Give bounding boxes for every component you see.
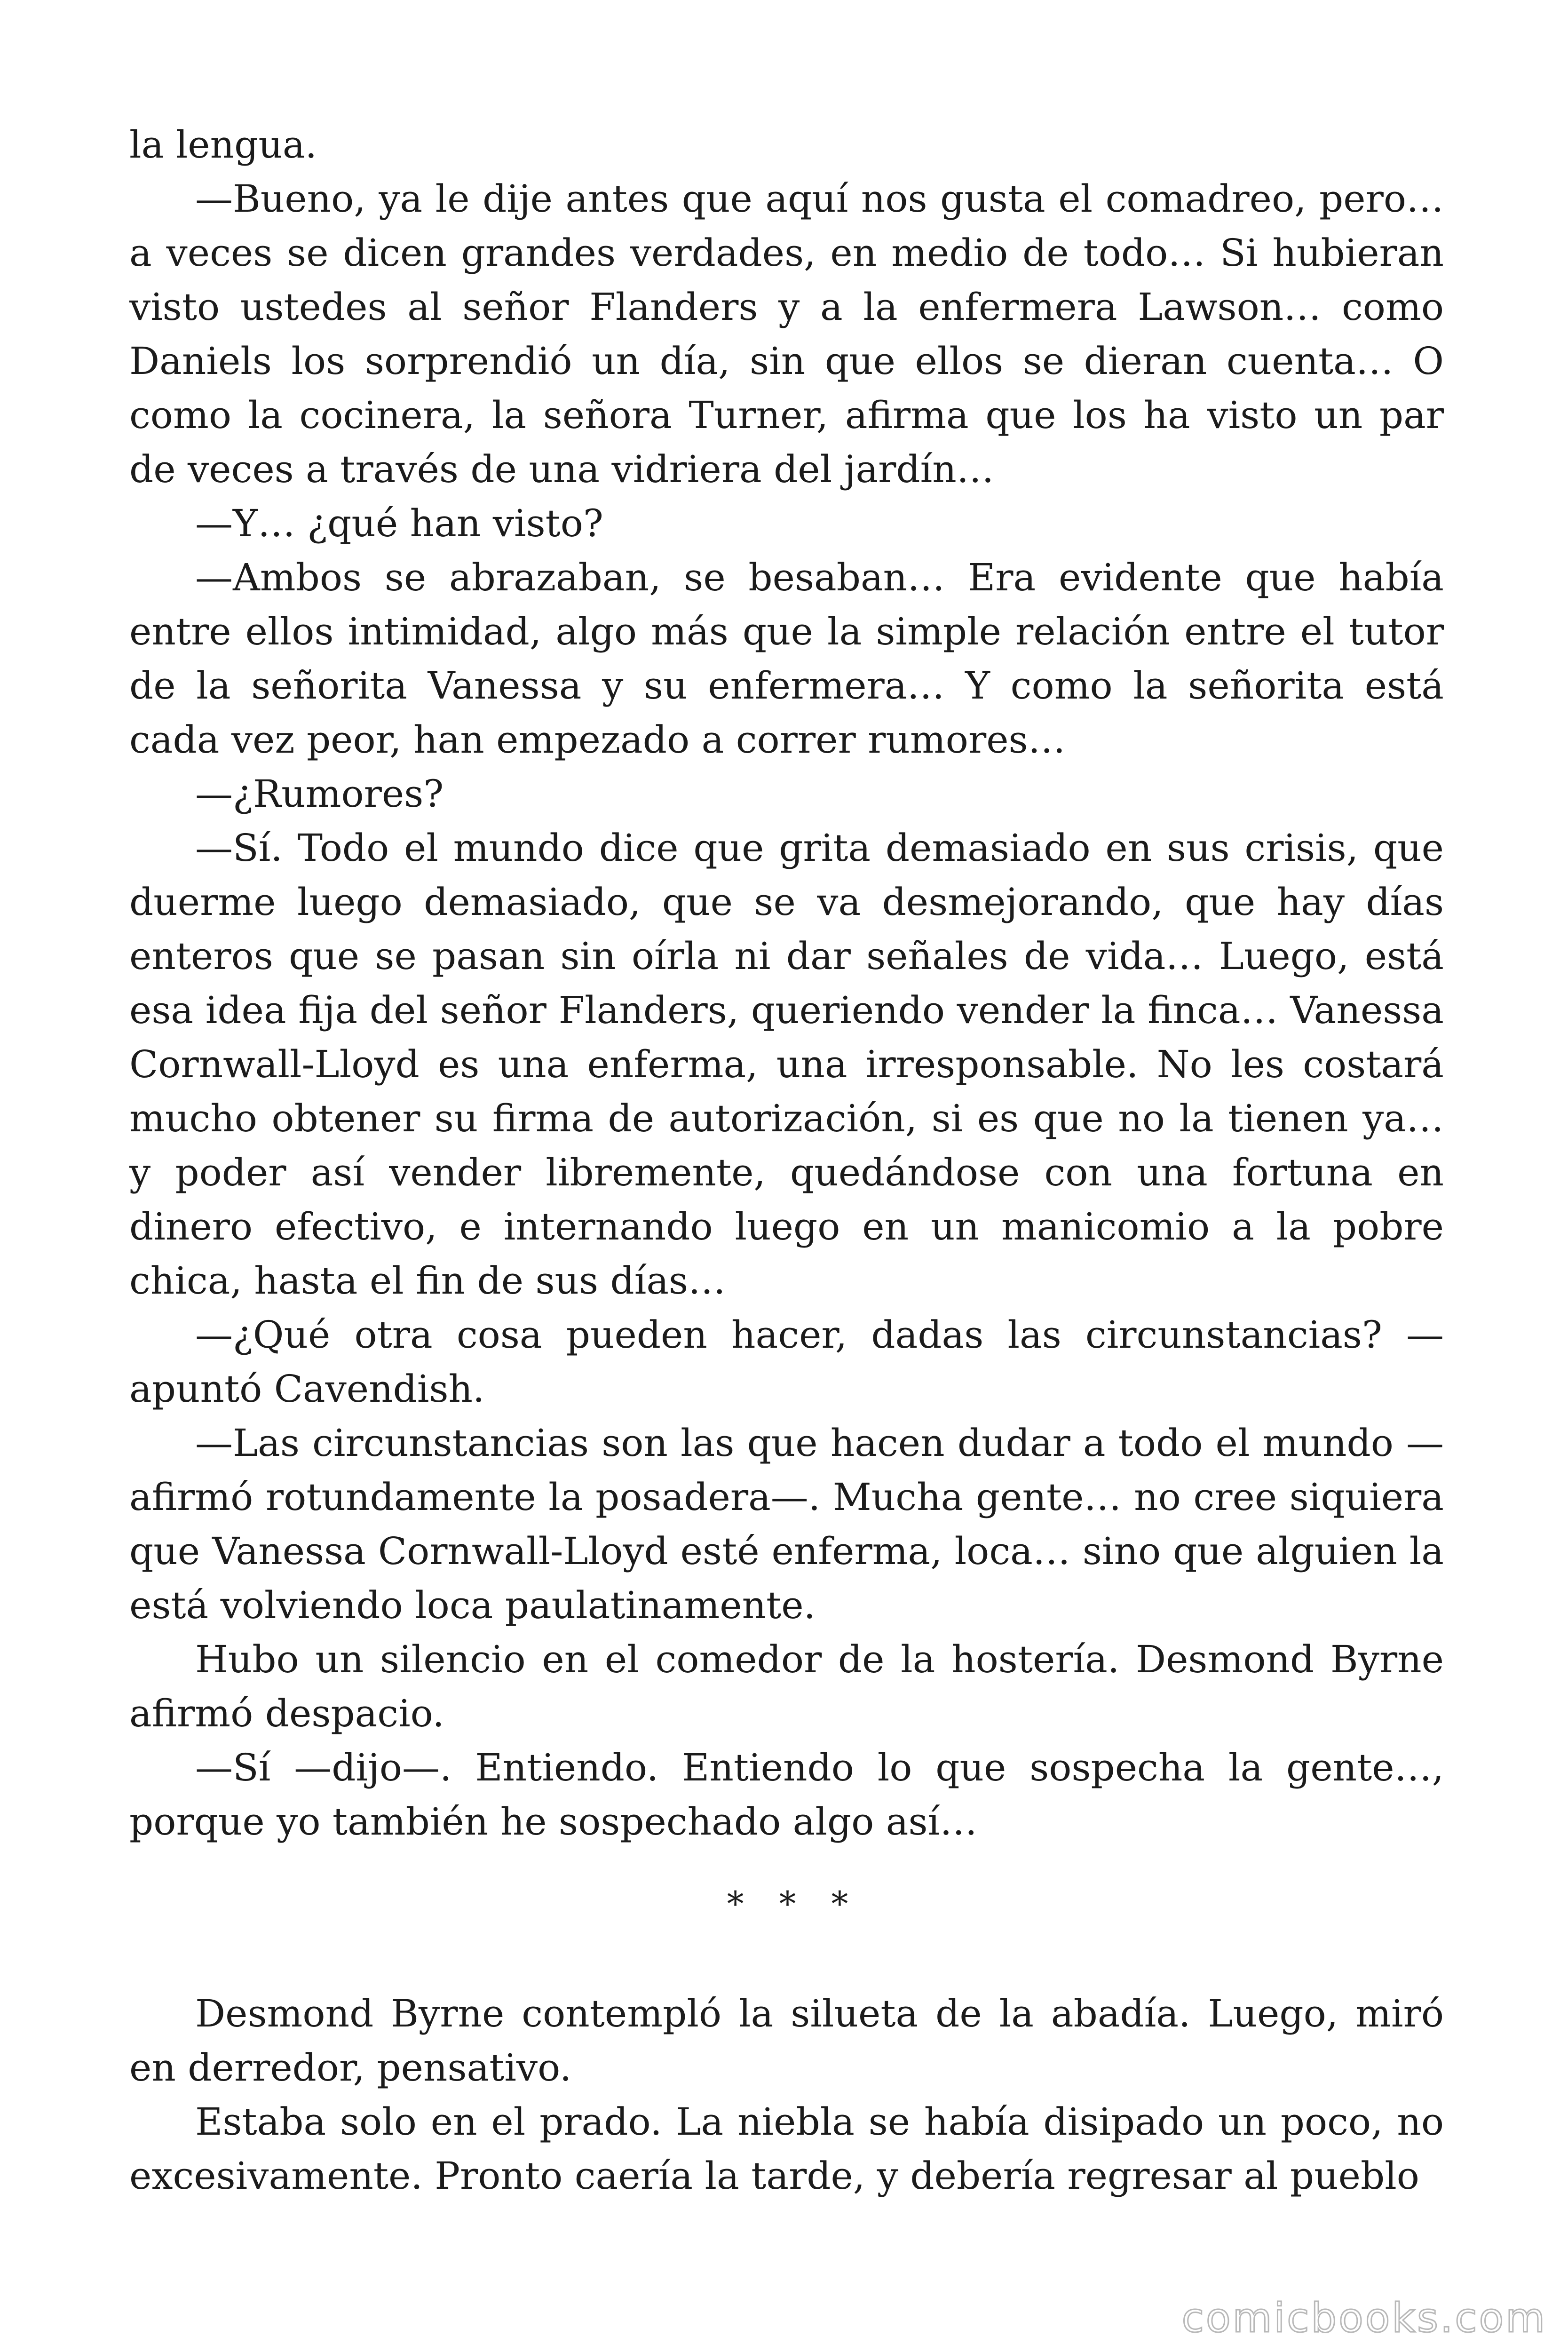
scene-break-separator: * * * <box>727 1884 861 1923</box>
paragraph: —¿Rumores? <box>195 772 444 816</box>
paragraph: —Bueno, ya le dije antes que aquí nos gusta el comadreo, pero… a veces se dicen grandes verdades, en medio de todo… Si hubieran visto ustedes al señor Flanders y a la enfermera Lawson… como Daniels los sorprendió un día, sin que ellos se dieran cuenta… O como la cocinera, la señora Turner, afirma que los ha visto un par de veces a través de una vidriera del jardín… <box>129 177 1444 491</box>
paragraph: Desmond Byrne contempló la silueta de la abadía. Luego, miró en derredor, pensativo. <box>129 1992 1444 2090</box>
paragraph: —Las circunstancias son las que hacen dudar a todo el mundo —afirmó rotundamente la posadera—. Mucha gente… no cree siquiera que Vanessa Cornwall-Lloyd esté enferma, loca… sino que alguien la está volviendo loca paulatinamente. <box>129 1421 1444 1627</box>
paragraph: —¿Qué otra cosa pueden hacer, dadas las circunstancias? —apuntó Cavendish. <box>129 1313 1444 1411</box>
paragraph: —Sí. Todo el mundo dice que grita demasiado en sus crisis, que duerme luego demasiado, que se va desmejorando, que hay días enteros que se pasan sin oírla ni dar señales de vida… Luego, está esa idea fija del señor Flanders, queriendo vender la finca… Vanessa Cornwall-Lloyd es una enferma, una irresponsable. No les costará mucho obtener su firma de autorización, si es que no la tienen ya… y poder así vender libremente, quedándose con una fortuna en dinero efectivo, e internando luego en un manicomio a la pobre chica, hasta el fin de sus días… <box>129 826 1444 1303</box>
paragraph: —Sí —dijo—. Entiendo. Entiendo lo que sospecha la gente…, porque yo también he sospechado algo así… <box>129 1746 1444 1843</box>
paragraph: la lengua. <box>129 123 317 167</box>
paragraph: —Ambos se abrazaban, se besaban… Era evidente que había entre ellos intimidad, algo más que la simple relación entre el tutor de la señorita Vanessa y su enfermera… Y como la señorita está cada vez peor, han empezado a correr rumores… <box>129 556 1444 762</box>
page-body <box>129 118 1444 2203</box>
paragraph: Estaba solo en el prado. La niebla se había disipado un poco, no excesivamente. Pronto caería la tarde, y debería regresar al pueblo <box>129 2100 1444 2198</box>
watermark-logo: comicbooks.com <box>1181 2295 1547 2342</box>
paragraph: —Y… ¿qué han visto? <box>195 501 603 545</box>
paragraph: Hubo un silencio en el comedor de la hostería. Desmond Byrne afirmó despacio. <box>129 1637 1444 1735</box>
